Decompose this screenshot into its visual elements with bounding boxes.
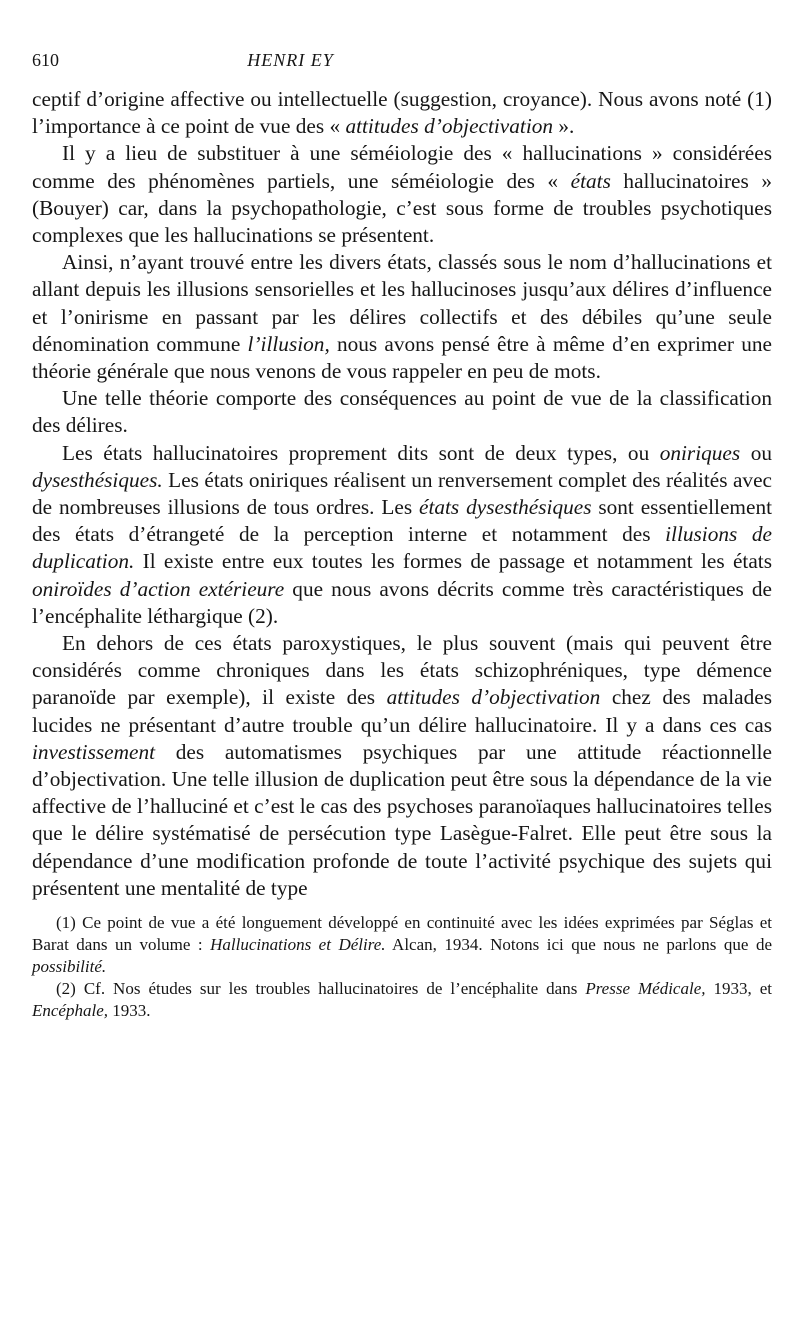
text-run: ou: [740, 440, 772, 465]
text-run: Alcan, 1934. Notons ici que nous ne parlons que de: [385, 935, 772, 955]
text-run: des automatismes psychiques par une attitude réactionnelle d’objectivation. Une telle illusion de duplication peut être sous la dépendance de la vie affective de l’halluciné et c’est le cas des psychoses paranoïaques hallucinatoires telles que le délire systématisé de persécution type Lasègue-Falret. Elle peut être sous la dépendance d’une modification profonde de toute l’activité psychique des sujets qui présentent une mentalité de type: [32, 739, 772, 900]
text-run: ».: [553, 114, 575, 139]
paragraph-5: [32, 440, 772, 630]
italic-text: attitudes d’objectivation: [386, 685, 601, 710]
italic-text: investissement: [32, 739, 156, 764]
text-run: Il existe entre eux toutes les formes de passage et notamment les états: [134, 549, 772, 574]
main-text: [32, 86, 772, 902]
italic-text: l’illusion,: [247, 331, 330, 356]
text-run: chez des malades lucides ne présentant d’autre trouble qu’un délire hallucinatoire. Il y a dans ces cas: [32, 685, 772, 737]
footnote-2: [32, 978, 772, 1022]
text-run: (1) Ce point de vue a été longuement développé en continuité avec les idées exprimées par Séglas et Barat dans un volume :: [32, 913, 772, 955]
text-run: Les états hallucinatoires proprement dits sont de deux types, ou: [62, 440, 660, 465]
paragraph-3: [32, 249, 772, 385]
paragraph-2: [32, 140, 772, 249]
italic-text: attitudes d’objectivation: [345, 114, 554, 139]
text-run: Ainsi, n’ayant trouvé entre les divers états, classés sous le nom d’hallucinations et allant depuis les illusions sensorielles et les hallucinoses jusqu’aux délires d’influence et l’onirisme en passant par les délires collectifs et des débiles qu’une seule dénomination commune: [32, 250, 772, 356]
text-run: Les états oniriques réalisent un renversement complet des réalités avec de nombreuses illusions de tous ordres. Les: [32, 467, 772, 520]
text-run: ceptif d’origine affective ou intellectuelle (suggestion, croyance). Nous avons noté (1) l’importance à ce point de vue des «: [32, 87, 772, 139]
text-run: 1933.: [108, 1001, 151, 1021]
page-number: 610: [32, 50, 59, 70]
running-title: HENRI EY: [247, 50, 334, 70]
paragraph-4: [32, 385, 772, 439]
text-run: nous avons pensé être à même d’en exprimer une théorie générale que nous venons de vous rappeler en peu de mots.: [32, 331, 772, 384]
text-run: Une telle théorie comporte des conséquences au point de vue de la classification des délires.: [32, 386, 772, 438]
text-run: hallucinatoires » (Bouyer) car, dans la psychopathologie, c’est sous forme de troubles psychotiques complexes que les hallucinations se présentent.: [32, 168, 772, 248]
italic-text: Encéphale,: [32, 1001, 108, 1021]
text-run: En dehors de ces états paroxystiques, le plus souvent (mais qui peuvent être considérés comme chroniques dans les états schizophréniques, type démence paranoïde par exemple), il existe des: [32, 631, 772, 710]
footnotes: [32, 912, 772, 1022]
footnote-1: [32, 912, 772, 978]
paragraph-1: [32, 86, 772, 140]
italic-text: possibilité.: [32, 957, 107, 977]
italic-text: états: [570, 168, 611, 193]
italic-text: illusions de duplication.: [32, 522, 772, 574]
text-run: 1933, et: [705, 979, 773, 999]
italic-text: oniroïdes d’action extérieure: [32, 576, 285, 601]
italic-text: états dysesthésiques: [419, 495, 592, 520]
paragraph-6: [32, 630, 772, 902]
italic-text: Hallucinations et Délire.: [210, 935, 386, 955]
text-run: que nous avons décrits comme très caractéristiques de l’encéphalite léthargique (2).: [32, 576, 772, 628]
text-run: (2) Cf. Nos études sur les troubles hallucinatoires de l’encéphalite dans: [56, 979, 586, 999]
italic-text: oniriques: [659, 440, 741, 465]
italic-text: Presse Médicale,: [585, 979, 706, 999]
running-header: [32, 50, 772, 86]
italic-text: dysesthésiques.: [32, 467, 163, 492]
text-run: sont essentiellement des états d’étrangeté de la perception interne et notamment des: [32, 495, 773, 547]
text-run: Il y a lieu de substituer à une séméiologie des « hallucinations » considérées comme des phénomènes partiels, une séméiologie des «: [32, 141, 772, 193]
